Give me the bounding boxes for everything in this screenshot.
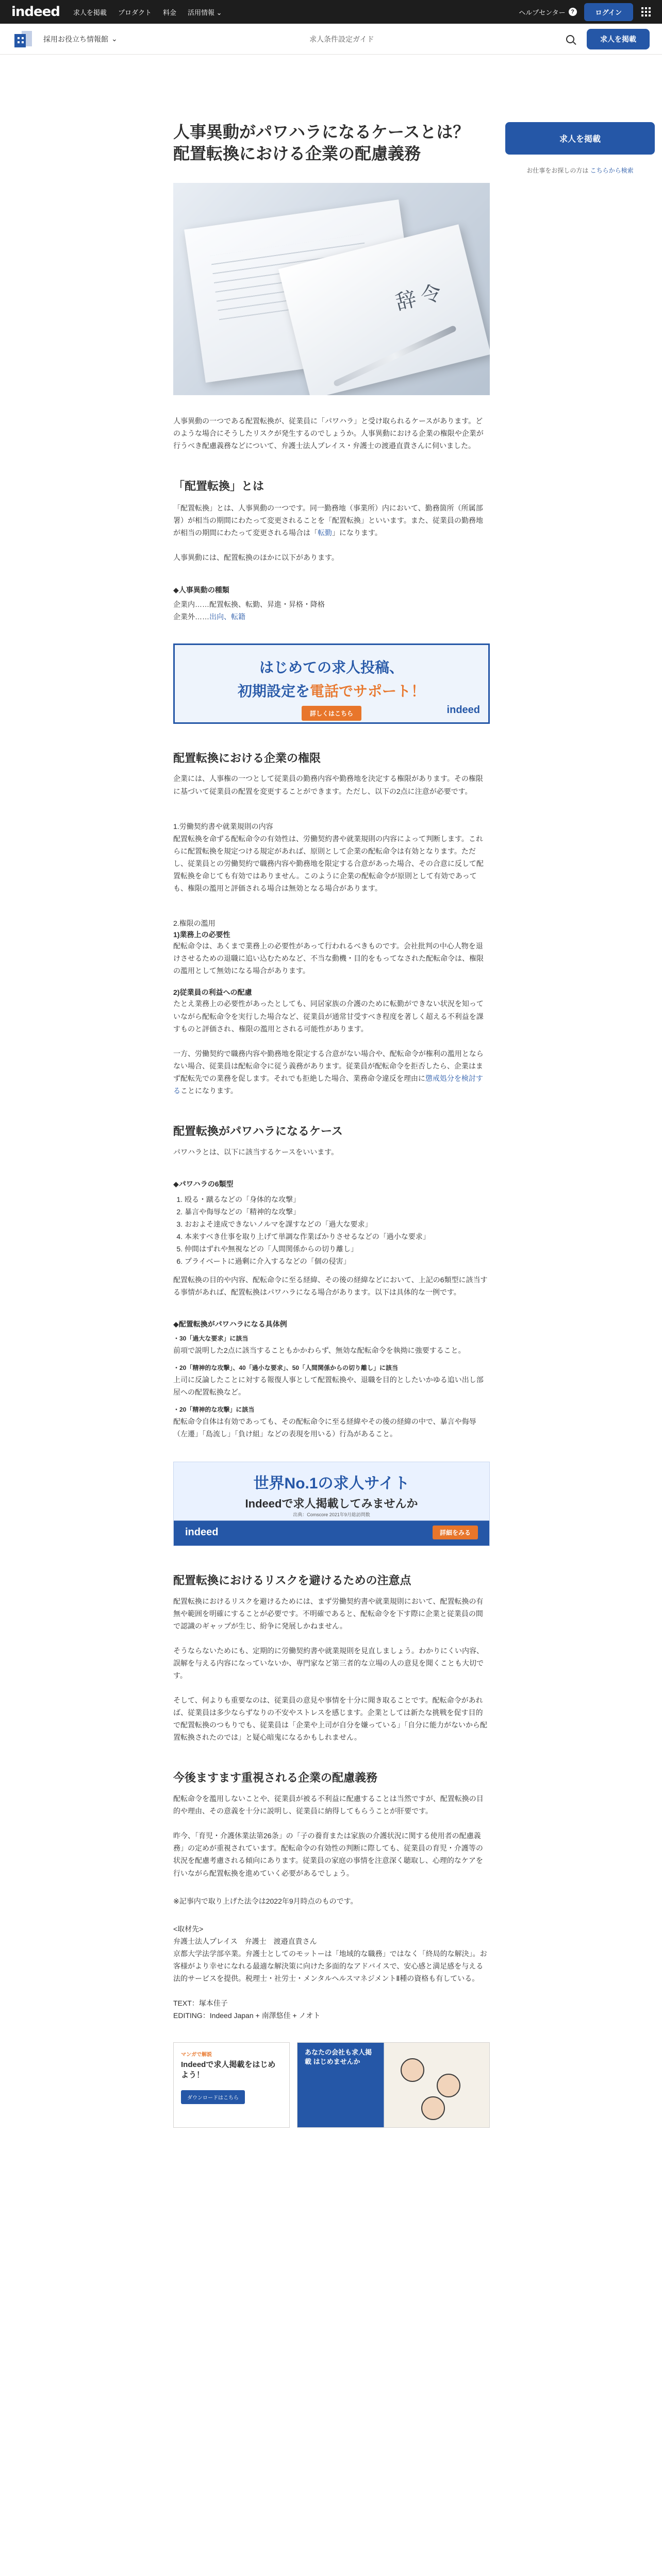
job-seeker-note-text: お仕事をお探しの方は <box>526 167 589 174</box>
paragraph-text-end: ことになります。 <box>180 1086 238 1095</box>
manga-tag: マンガで解説 <box>181 2052 212 2058</box>
help-center-link[interactable] <box>519 7 576 17</box>
list-heading-six-types: ◆パワハラの6類型 <box>173 1179 234 1188</box>
search-icon[interactable] <box>566 35 574 43</box>
definition-paragraph <box>173 502 490 539</box>
list-item: 3. おおよそ達成できないノルマを課すなどの「過大な要求」 <box>185 1218 490 1230</box>
banner-line1: はじめての求人投稿、 <box>259 659 404 675</box>
list-item: 1. 殴る・蹴るなどの「身体的な攻撃」 <box>185 1193 490 1206</box>
nav-post-job[interactable]: 求人を掲載 <box>73 8 107 16</box>
banner2-details-button[interactable]: 詳細をみる <box>433 1526 478 1539</box>
example-label: ・30「過大な要求」に該当 <box>173 1335 249 1343</box>
character-illustration <box>437 2074 460 2097</box>
post-job-button-sidebar[interactable]: 求人を掲載 <box>505 122 655 155</box>
list-item-text: 企業外…… <box>173 612 209 621</box>
example-text: 前項で説明した2点に該当することもかかわらず、無効な配転命令を執拗に強要すること。 <box>173 1346 466 1355</box>
manga-caption: あなたの会社も求人掲載 はじめませんか <box>305 2048 372 2066</box>
list-heading-examples: ◆配置転換がパワハラになる具体例 <box>173 1320 287 1329</box>
paragraph: 人事異動には、配置転換のほかに以下があります。 <box>173 553 339 562</box>
list-item: 2. 暴言や侮辱などの「精神的な攻撃」 <box>185 1206 490 1218</box>
nav-resources[interactable] <box>188 7 222 17</box>
indeed-logo[interactable] <box>11 4 60 20</box>
banner-line2-a: 初期設定を <box>237 683 310 699</box>
site-title-dropdown[interactable] <box>43 34 118 44</box>
banner2-source-note: 出典：Comscore 2021年9月総訪問数 <box>293 1512 370 1517</box>
list-item: 企業内……配置転換、転勤、昇進・昇格・降格 <box>173 600 325 608</box>
article-title: 人事異動がパワハラになるケースとは？ 配置転換における企業の配慮義務 <box>173 123 486 163</box>
paragraph: 配置転換の目的や内容、配転命令に至る経緯、その後の経緯などにおいて、上記の6類型に該当する事情があれば、配置転換はパワハラになる場合があります。以下は具体的な一例です。 <box>173 1276 488 1297</box>
paragraph-text: 一方、労働契約で職務内容や勤務地を限定する合意がない場合や、配転命令が権利の濫用とならない場合、従業員は配転命令に従う義務があります。従業員が配転命令を拒否したら、企業はまず配転先での業務を促します。それでも拒絶した場合、業務命令違反を理由に <box>173 1049 484 1082</box>
manga-comic-banner[interactable] <box>297 2042 490 2128</box>
manga-guide-banners <box>173 2042 490 2128</box>
list-heading-transfer-kinds: ◆人事異動の種類 <box>173 585 229 594</box>
paragraph: パワハラとは、以下に該当するケースをいいます。 <box>173 1147 339 1156</box>
nav-resources-label: 活用情報 <box>187 8 214 16</box>
indeed-job-posting-banner[interactable] <box>173 1462 490 1546</box>
section-heading-risk: 配置転換におけるリスクを避けるための注意点 <box>173 1573 411 1587</box>
example-text: 上司に反論したことに対する報復人事として配置転換や、退職を目的としたいかゆる追い出し部屋への配置転換など。 <box>173 1375 484 1396</box>
indeed-logo: indeed <box>446 704 480 716</box>
subheading: 2.権限の濫用 <box>173 919 216 928</box>
paragraph: 配置転換を命ずる配転命令の有効性は、労働契約書や就業規則の内容によって判断します。これらに配置転換を規定つける規定があれば、原則として企業の配転命令は有効となります。ただし、従業員との労働契約で職務内容や勤務地を限定する合意があった場合、その合意に反して配置転換を命じても有効ではありません。このように企業の配転命令が原則として有効であっても、権限の濫用と評価される場合は無効となる場合があります。 <box>173 834 484 893</box>
paragraph: そうならないためにも、定期的に労働契約書や就業規則を見直しましょう。わかりにくい内容、誤解を与える内容になっていないか、専門家など第三者的な立場の人の意見を聞くことも大切です。 <box>173 1646 484 1680</box>
manga-guide-card[interactable] <box>173 2042 290 2128</box>
example-label: ・20「精神的な攻撃」に該当 <box>173 1405 255 1413</box>
paragraph: 配転命令を濫用しないことや、従業員が被る不利益に配慮することは当然ですが、配置転換の目的や理由、その意義を十分に説明し、従業員に納得してもらうことが肝要です。 <box>173 1794 484 1816</box>
help-center-label: ヘルプセンター <box>519 8 566 16</box>
banner-details-button[interactable]: 詳しくはこちら <box>302 706 361 721</box>
section-heading-authority: 配置転換における企業の権限 <box>173 751 321 765</box>
paragraph: たとえ業務上の必要性があったとしても、同居家族の介護のために転勤ができない状況を知っていながら配転命令を実行した場合など、従業員が通常甘受すべき程度を著しく超える不利益を課すものと評価され、権限の濫用とされる可能性があります。 <box>173 999 484 1033</box>
logo-text: indeed <box>11 4 60 20</box>
indeed-logo: indeed <box>185 1526 219 1538</box>
question-icon: ? <box>569 8 577 16</box>
secondment-link[interactable]: 出向、転籍 <box>209 612 245 621</box>
example-text: 配転命令自体は有効であっても、その配転命令に至る経緯やその後の経緯の中で、暴言や侮辱（左遷」「島流し」「負け組」などの表現を用いる）行為があること。 <box>173 1417 476 1438</box>
list-item <box>173 611 490 623</box>
definition-text: 「配置転換」とは、人事異動の一つです。同一勤務地（事業所）内において、勤務箇所（所属部署）が相当の期間にわたって変更されることを「配置転換」といいます。また、従業員の勤務地が相当の期間にわたって変更される場合は「 <box>173 504 483 537</box>
paragraph: そして、何よりも重要なのは、従業員の意見や事情を十分に聞き取ることです。配転命令があれば、従業員は多少ならずなりの不安やストレスを感じます。企業としては新たな挑戦を促す目的で配置転換のつもりでも、従業員は「企業や上司が自分を嫌っている」「自分に能力がないから配置転換されたのでは」と疑心暗鬼になるかもしれません。 <box>173 1696 487 1742</box>
paragraph: 昨今、「育児・介護休業法第26条」の「子の養育または家族の介護状況に関する使用者の配慮義務」の定めが重視されています。配転命令の有効性の判断に際しても、従業員の育児・介護等の状況を配慮考慮される傾向にあります。従業員の家庭の事情を注意深く聴取し、心理的なケアを行いながら配置転換を進めていく必要があるでしょう。 <box>173 1832 483 1877</box>
list-item: 5. 仲間はずれや無視などの「人間関係からの切り離し」 <box>185 1243 490 1255</box>
chevron-down-icon: ⌄ <box>111 35 118 43</box>
global-header <box>0 0 662 24</box>
list-item: 4. 本来すべき仕事を取り上げて単調な作業ばかりさせるなどの「過小な要求」 <box>185 1230 490 1243</box>
paragraph: 配置転換におけるリスクを避けるためには、まず労働契約書や就業規則において、配置転換の有無や範囲を明確にすることが必要です。不明確であると、配転命令を下す際に企業と従業員の間で認識のギャップが生じ、紛争に発展しかねません。 <box>173 1597 484 1630</box>
disciplinary-link[interactable]: 懲戒処分を検討する <box>173 1074 483 1095</box>
post-job-button-header[interactable]: 求人を掲載 <box>587 29 650 49</box>
list-item: 6. プライベートに過剰に介入するなどの「個の侵害」 <box>185 1255 490 1267</box>
subheading-employee-interest: 2)従業員の利益への配慮 <box>173 988 252 997</box>
section-header <box>0 24 662 55</box>
credits: TEXT：塚本佳子 EDITING：Indeed Japan + 南澤悠佳 + ノオト <box>173 1999 321 2020</box>
global-nav <box>73 7 222 17</box>
login-button[interactable]: ログイン <box>584 3 633 21</box>
section-heading-duty-of-care: 今後ますます重視される企業の配慮義務 <box>173 1771 378 1785</box>
job-search-link[interactable]: こちらから検索 <box>590 167 634 174</box>
banner-line2-em: 電話でサポート！ <box>310 683 426 699</box>
legal-note: ※記事内で取り上げた法令は2022年9月時点のものです。 <box>173 1896 358 1905</box>
banner2-line1: 世界No.1の求人サイト <box>253 1475 410 1492</box>
banner2-line2: Indeedで求人掲載してみませんか <box>245 1497 418 1510</box>
paragraph: 配転命令は、あくまで業務上の必要性があって行われるべきものです。会社批判の中心人物を退けさせるための退職に追い込むためなど、不当な動機・目的をもってなされた配転命令は、権限の濫用として無効になる場合があります。 <box>173 942 484 975</box>
definition-text-end: 」になります。 <box>332 529 382 537</box>
article-intro: 人事異動の一つである配置転換が、従業員に「パワハラ」と受け取られるケースがあります。どのような場合にそうしたリスクが発生するのでしょうか。人事異動における企業の権限や企業が行うべき配慮義務などについて、弁護士法人プレイス・弁護士の渡邉直貴さんに伺いました。 <box>173 417 484 450</box>
sidebar-cta <box>505 122 655 175</box>
apps-grid-icon[interactable] <box>641 7 651 16</box>
section-heading-definition: 「配置転換」とは <box>173 480 264 493</box>
transfer-link[interactable]: 転勤 <box>318 529 332 537</box>
phone-support-banner[interactable] <box>173 643 490 724</box>
character-illustration <box>401 2058 424 2082</box>
harassment-types-list <box>173 1193 490 1267</box>
subnav-current-page[interactable]: 求人条件設定ガイド <box>309 35 374 43</box>
section-heading-power-harassment: 配置転換がパワハラになるケース <box>173 1124 343 1138</box>
subheading: 1.労働契約書や就業規則の内容 <box>173 822 273 831</box>
subheading-business-necessity: 1)業務上の必要性 <box>173 930 230 939</box>
example-label: ・20「精神的な攻撃」、40「過小な要求」、50「人間関係からの切り離し」に該当 <box>173 1364 399 1372</box>
site-title-label: 採用お役立ち情報館 <box>43 35 108 43</box>
manga-headline: Indeedで求人掲載をはじめよう！ <box>181 2060 276 2080</box>
paragraph <box>173 1047 490 1097</box>
job-seeker-note <box>505 166 655 175</box>
profile-text: 弁護士法人プレイス 弁護士 渡邉直貴さん 京都大学法学部卒業。弁護士としてのモットーは「地域的な職務」ではなく「終局的な解決」。お客様がより幸せになれる最適な解決策に向けた多面的なアドバイスで、安心感と満足感を与える法的サービスを提供。税理士・社労士・メンタルヘルスマネジメントⅡ種の資格も有している。 <box>173 1937 487 1982</box>
hero-image <box>173 183 490 395</box>
manga-download-button[interactable]: ダウンロードはこちら <box>181 2090 245 2104</box>
building-icon <box>12 29 35 49</box>
nav-pricing[interactable]: 料金 <box>162 8 176 16</box>
article <box>173 65 490 2128</box>
banner-line2 <box>175 680 488 701</box>
character-illustration <box>421 2096 445 2120</box>
nav-products[interactable]: プロダクト <box>118 8 152 16</box>
paragraph: 企業には、人事権の一つとして従業員の勤務内容や勤務地を決定する権限があります。その権限に基づいて従業員の配置を変更することができます。ただし、以下の2点に注意が必要です。 <box>173 774 483 795</box>
chevron-down-icon: ⌄ <box>216 8 222 16</box>
profile-heading: <取材先> <box>173 1924 204 1933</box>
appointment-notice-text: 辞令 <box>393 279 449 315</box>
